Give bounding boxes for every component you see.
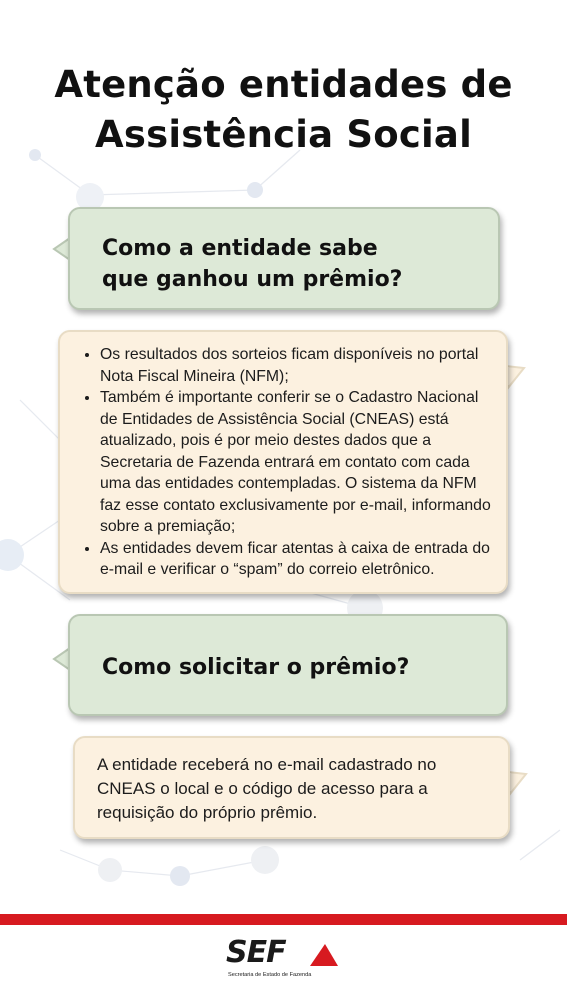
question2-text: Como solicitar o prêmio?	[102, 655, 410, 680]
question2-bubble	[68, 614, 508, 716]
question1-bubble	[68, 207, 500, 310]
question1-line1: Como a entidade sabe	[102, 236, 378, 261]
sef-logo-text: SEF	[226, 935, 286, 970]
sef-logo-triangle-icon	[308, 942, 340, 968]
list-item: • As entidades devem ficar atentas à caixa de entrada do e-mail e verificar o “spam” do correio eletrônico.	[100, 538, 500, 581]
list-item: • Os resultados dos sorteios ficam disponíveis no portal Nota Fiscal Mineira (NFM);	[100, 344, 500, 387]
answer2-bubble	[73, 736, 510, 839]
answer1-bubble	[58, 330, 508, 594]
answer1-list	[60, 344, 500, 581]
sef-logo	[226, 936, 344, 990]
answer2-text: A entidade receberá no e-mail cadastrado no CNEAS o local e o código de acesso para a requisição do próprio prêmio.	[97, 755, 437, 822]
page-title-line1: Atenção entidades de	[54, 63, 513, 106]
page-title	[0, 60, 567, 160]
list-item: • Também é importante conferir se o Cadastro Nacional de Entidades de Assistência Social (CNEAS) está atualizado, pois é por meio destes dados que a Secretaria de Fazenda entrará em contato com cada uma das entidades contempladas. O sistema da NFM faz esse contato exclusivamente por e-mail, informando sobre a premiação;	[100, 387, 500, 538]
page-title-line2: Assistência Social	[95, 113, 472, 156]
sef-logo-subtitle: Secretaria de Estado de Fazenda	[228, 972, 312, 978]
question1-text	[102, 233, 482, 295]
question1-line2: que ganhou um prêmio?	[102, 267, 403, 292]
footer-red-bar	[0, 914, 567, 925]
